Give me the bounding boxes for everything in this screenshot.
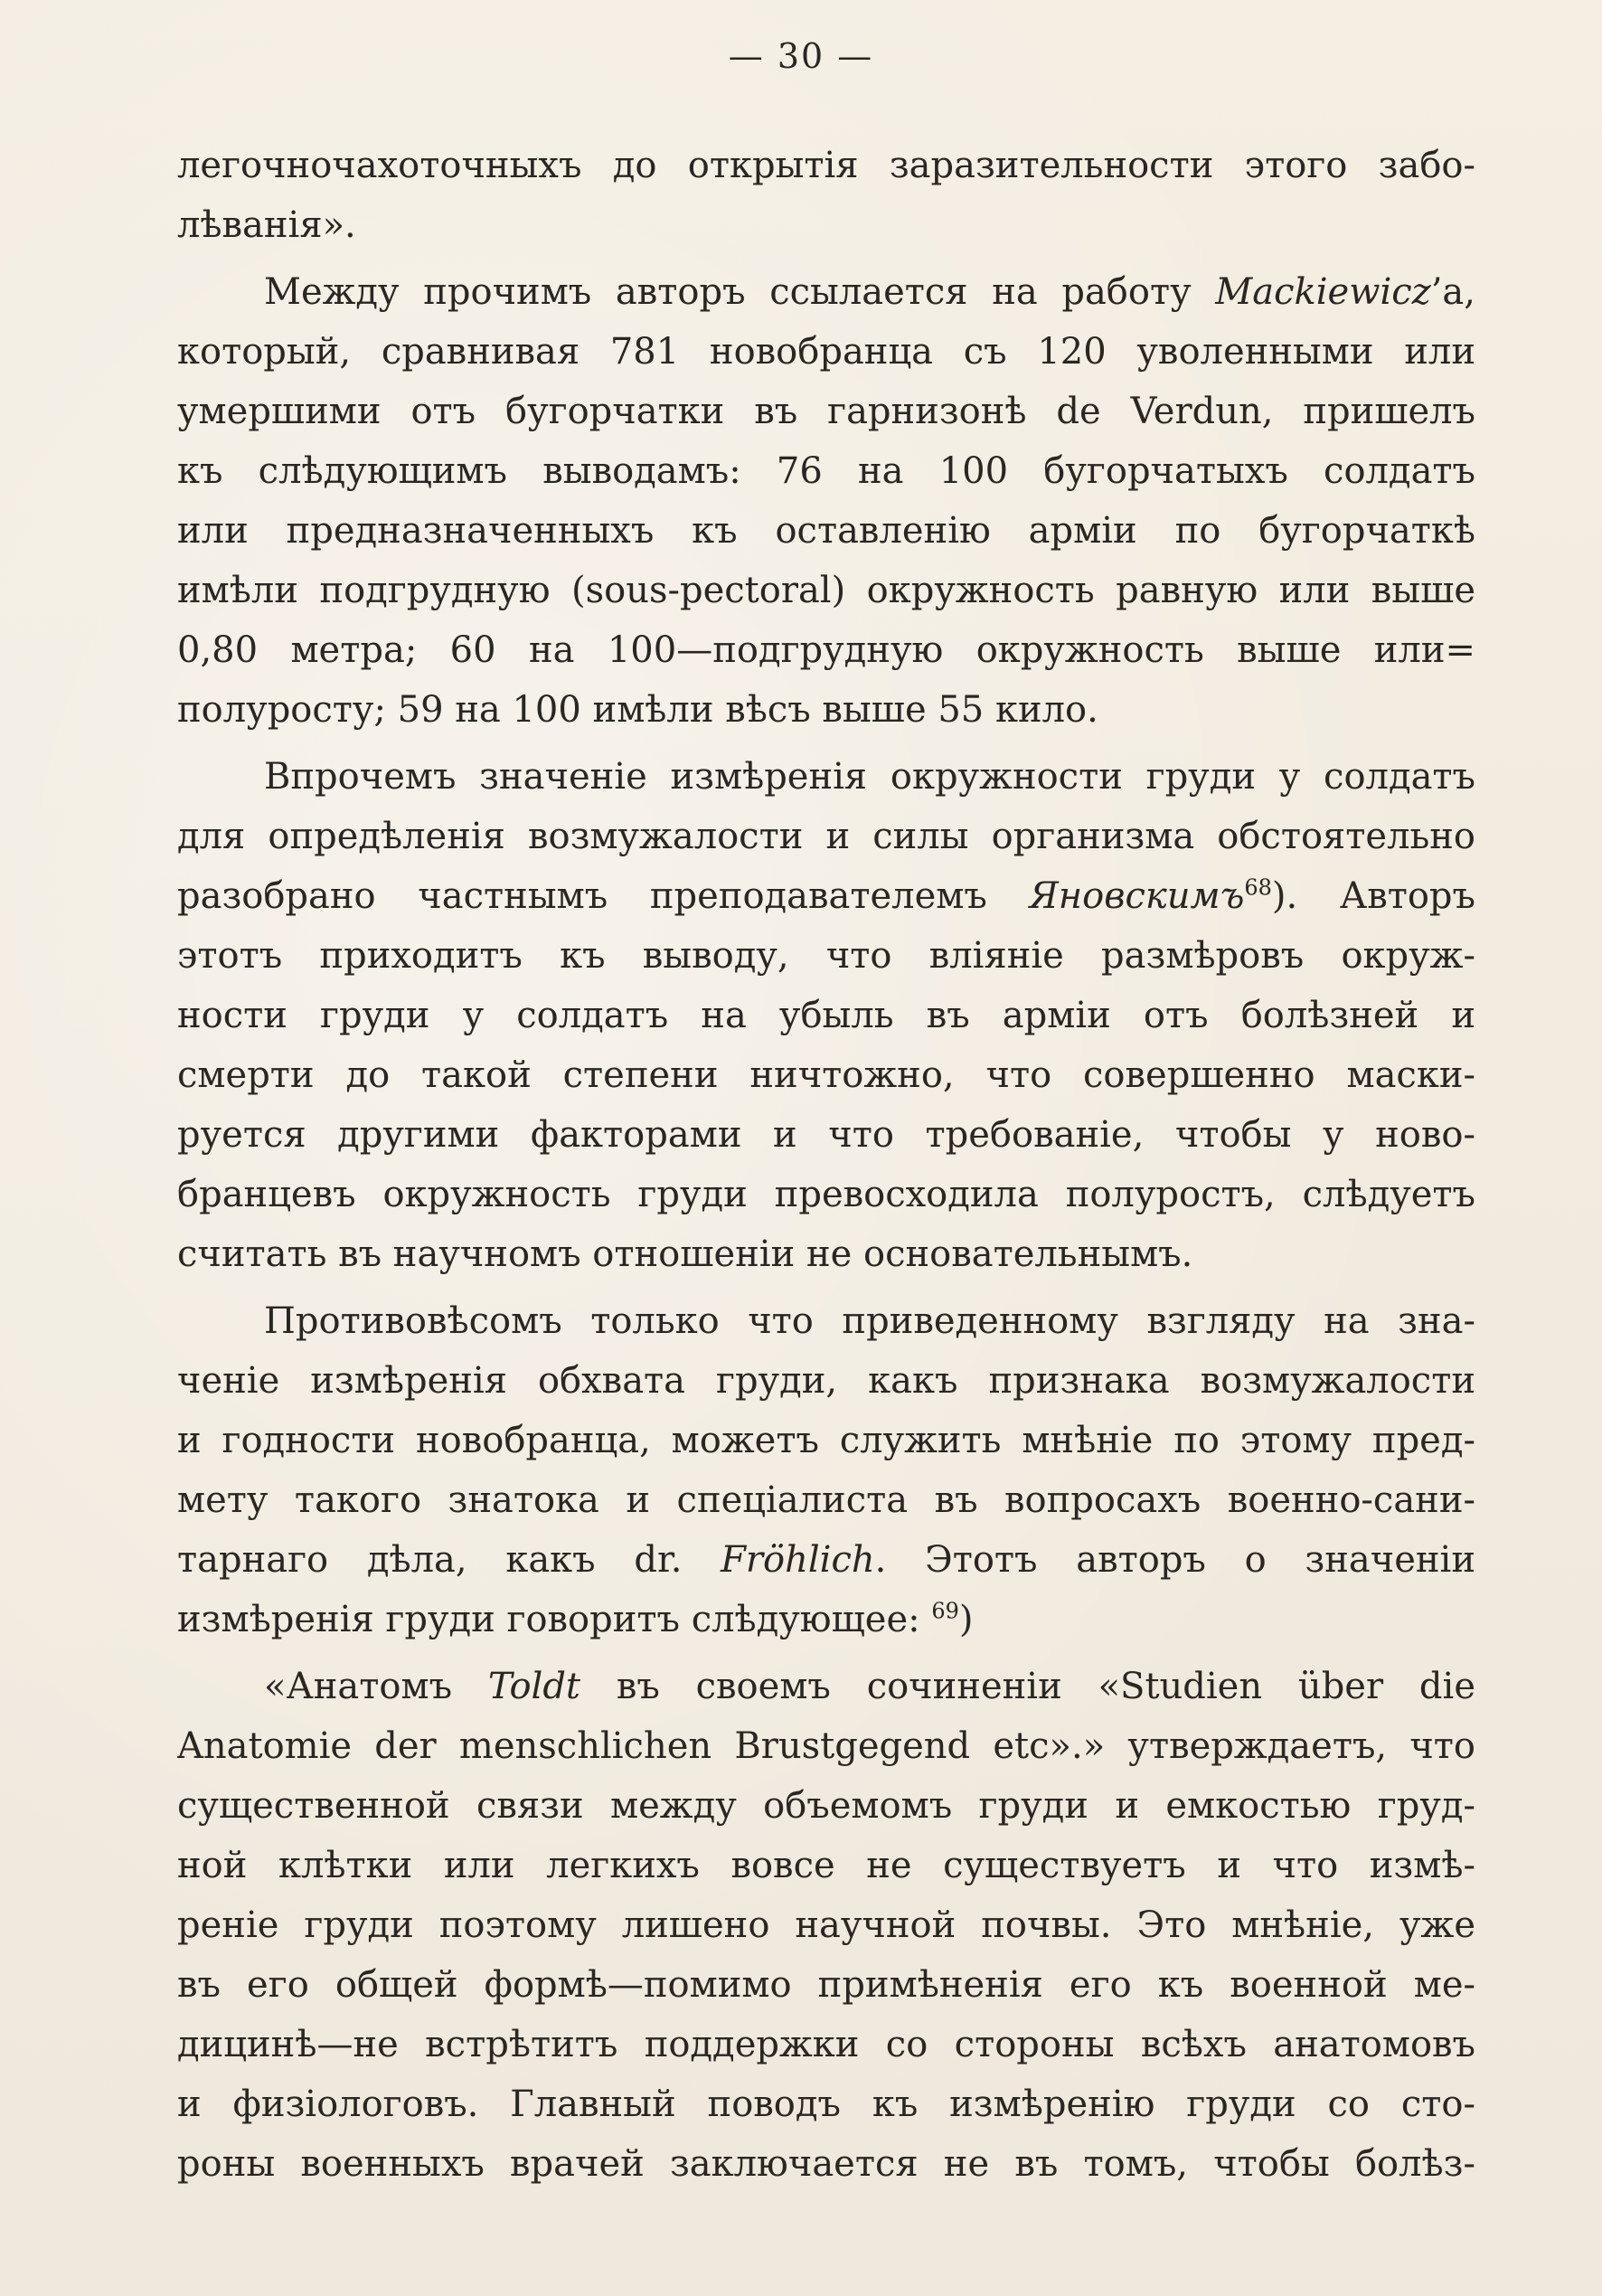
- page-number: — 30 —: [728, 36, 874, 76]
- text-line: [177, 1955, 1475, 2015]
- line-text: существенной связи между объемомъ груди и емкостью груд-: [177, 1785, 1475, 1827]
- line-text: умершими отъ бугорчатки въ гарнизонѣ de Verdun, пришелъ: [177, 391, 1475, 432]
- text-line: [177, 1105, 1475, 1165]
- text-line: [177, 747, 1475, 807]
- text-line: [177, 1657, 1475, 1716]
- line-text: Впрочемъ значеніе измѣренія окружности груди у солдатъ: [264, 756, 1475, 798]
- text-line: [177, 1045, 1475, 1105]
- text-line: [177, 2015, 1475, 2074]
- text-line: [177, 1411, 1475, 1470]
- line-text: считать въ научномъ отношеніи не основательнымъ.: [177, 1233, 1193, 1275]
- line-text: этотъ приходитъ къ выводу, что вліяніе размѣровъ окруж-: [177, 935, 1475, 977]
- text-line: [177, 926, 1475, 986]
- line-text: 0,80 метра; 60 на 100—подгрудную окружность выше или=: [177, 629, 1475, 671]
- line-text: реніе груди поэтому лишено научной почвы. Это мнѣніе, уже: [177, 1904, 1475, 1946]
- line-text: руется другими факторами и что требованіе, чтобы у ново-: [177, 1114, 1475, 1156]
- italic-name: Яновскимъ: [1029, 875, 1245, 917]
- text-line: [177, 866, 1475, 926]
- line-text: мету такого знатока и спеціалиста въ вопросахъ военно-сани-: [177, 1479, 1475, 1521]
- text-line: [177, 2134, 1475, 2194]
- text-line: [177, 2074, 1475, 2134]
- italic-name: Toldt: [487, 1666, 581, 1707]
- line-text: ченіе измѣренія обхвата груди, какъ признака возмужалости: [177, 1360, 1475, 1402]
- line-text: легочночахоточныхъ до открытія заразительности этого забо-: [177, 145, 1475, 186]
- body-text: [177, 136, 1475, 2194]
- line-text: имѣли подгрудную (sous-pectoral) окружность равную или выше: [177, 570, 1475, 611]
- line-text: къ слѣдующимъ выводамъ: 76 на 100 бугорчатыхъ солдатъ: [177, 450, 1475, 492]
- line-text: роны военныхъ врачей заключается не въ томъ, чтобы болѣз-: [177, 2143, 1475, 2185]
- italic-name: Fröhlich: [721, 1539, 875, 1581]
- text-line: [177, 807, 1475, 866]
- text-line: [177, 1716, 1475, 1776]
- line-text: ): [958, 1599, 974, 1640]
- line-text: смерти до такой степени ничтожно, что совершенно маски-: [177, 1054, 1475, 1096]
- text-line: [177, 986, 1475, 1045]
- line-text: Противовѣсомъ только что приведенному взгляду на зна-: [264, 1300, 1475, 1342]
- text-line: [177, 1895, 1475, 1955]
- line-text: Между прочимъ авторъ ссылается на работу: [264, 271, 1216, 313]
- line-text: . Этотъ авторъ о значеніи: [874, 1539, 1475, 1581]
- footnote-ref: 68: [1244, 874, 1272, 901]
- line-text: ности груди у солдатъ на убыль въ арміи отъ болѣзней и: [177, 995, 1475, 1036]
- line-text: и годности новобранца, можетъ служить мнѣніе по этому пред-: [177, 1420, 1475, 1461]
- line-text: бранцевъ окружность груди превосходила полуростъ, слѣдуетъ: [177, 1174, 1475, 1215]
- line-text: въ своемъ сочиненіи «Studien über die: [580, 1666, 1475, 1707]
- text-line: [177, 1224, 1475, 1284]
- line-text: для опредѣленія возмужалости и силы организма обстоятельно: [177, 816, 1475, 857]
- line-text: который, сравнивая 781 новобранца съ 120 уволенными или: [177, 331, 1475, 373]
- line-text: тарнаго дѣла, какъ dr.: [177, 1539, 721, 1581]
- line-text: ’а,: [1430, 271, 1475, 313]
- line-text: и физіологовъ. Главный поводъ къ измѣренію груди со сто-: [177, 2083, 1475, 2125]
- text-line: [177, 501, 1475, 561]
- line-text: или предназначенныхъ къ оставленію арміи по бугорчаткѣ: [177, 510, 1475, 552]
- line-text: въ его общей формѣ—помимо примѣненія его къ военной ме-: [177, 1964, 1475, 2006]
- text-line: [177, 136, 1475, 195]
- text-line: [177, 1291, 1475, 1351]
- line-text: полуросту; 59 на 100 имѣли вѣсъ выше 55 кило.: [177, 689, 1098, 731]
- text-line: [177, 1776, 1475, 1836]
- text-line: [177, 382, 1475, 441]
- text-line: [177, 1351, 1475, 1411]
- line-text: ). Авторъ: [1271, 875, 1475, 917]
- text-line: [177, 262, 1475, 322]
- text-line: [177, 1836, 1475, 1895]
- text-line: [177, 561, 1475, 620]
- italic-name: Mackiewicz: [1215, 271, 1431, 313]
- text-line: [177, 195, 1475, 255]
- line-text: ной клѣтки или легкихъ вовсе не существуетъ и что измѣ-: [177, 1845, 1475, 1886]
- text-line: [177, 441, 1475, 501]
- line-text: разобрано частнымъ преподавателемъ: [177, 875, 1030, 917]
- text-line: [177, 322, 1475, 382]
- text-line: [177, 1165, 1475, 1224]
- footnote-ref: 69: [931, 1598, 959, 1624]
- line-text: измѣренія груди говоритъ слѣдующее:: [177, 1599, 932, 1640]
- line-text: лѣванія».: [177, 204, 356, 246]
- text-line: [177, 620, 1475, 680]
- text-line: [177, 1590, 1475, 1649]
- text-line: [177, 680, 1475, 740]
- text-line: [177, 1530, 1475, 1590]
- line-text: Anatomie der menschlichen Brustgegend etc».» утверждаетъ, что: [177, 1725, 1475, 1767]
- text-line: [177, 1470, 1475, 1530]
- line-text: дицинѣ—не встрѣтитъ поддержки со стороны всѣхъ анатомовъ: [177, 2024, 1475, 2065]
- line-text: «Анатомъ: [264, 1666, 488, 1707]
